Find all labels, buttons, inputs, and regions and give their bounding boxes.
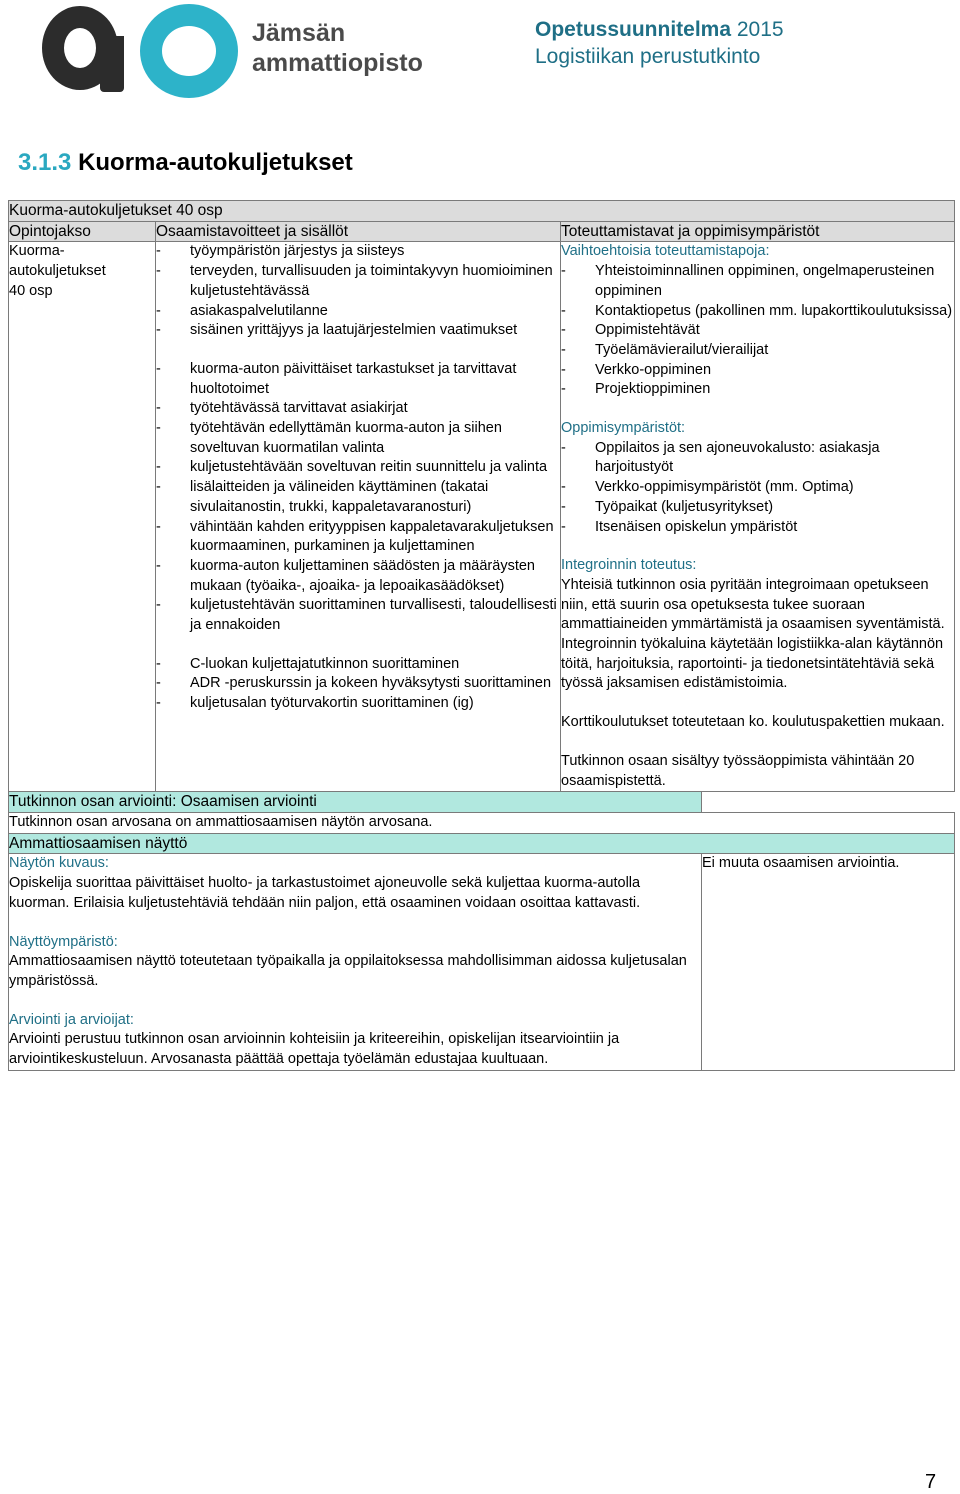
list-item: - työtehtävän edellyttämän kuorma-auton ja siihen soveltuvan kuormatilan valinta (156, 419, 560, 458)
document-title (535, 17, 784, 43)
alternative-methods-list (561, 262, 954, 400)
section-title: Kuorma-autokuljetukset (78, 149, 353, 176)
document-title-year: 2015 (736, 18, 784, 41)
methods-cell (561, 242, 955, 792)
document-title-strong: Opetussuunnitelma (535, 18, 732, 41)
demonstration-environment-text: Ammattiosaamisen näyttö toteutetaan työpaikalla ja oppilaitoksessa mahdollisimman aidossa kuljetusalan ympäristössä. (9, 953, 687, 989)
list-item: - Työelämävierailut/vierailijat (561, 341, 954, 361)
table-header-row (9, 221, 955, 242)
list-item: - työympäristön järjestys ja siisteys (156, 242, 560, 262)
goals-list-general (156, 242, 560, 341)
logo-wordmark (252, 18, 423, 78)
table-title-row (9, 201, 955, 222)
assessors-text: Arviointi perustuu tutkinnon osan arvioinnin kohteisiin ja kriteereihin, opiskelijan itsearviointiin ja arviointikeskusteluun. Arvosanasta päättää opettaja työelämän edustajaa kuultuaan. (9, 1031, 620, 1068)
list-item: - Työpaikat (kuljetusyritykset) (561, 498, 954, 518)
column-header-course: Opintojakso (9, 221, 156, 242)
assessment-title: Tutkinnon osan arviointi: Osaamisen arviointi (9, 792, 702, 813)
section-heading (18, 149, 353, 177)
list-item: - ADR -peruskurssin ja kokeen hyväksytysti suorittaminen (156, 674, 560, 694)
page-number: 7 (925, 1471, 937, 1493)
table-title: Kuorma-autokuljetukset 40 osp (9, 201, 955, 222)
page-header (0, 0, 960, 110)
logo-line-1: Jämsän (252, 19, 346, 47)
demonstration-description-title: Näytön kuvaus: (9, 855, 109, 872)
workplace-learning-text: Tutkinnon osaan sisältyy työssäoppimista vähintään 20 osaamispistettä. (561, 752, 915, 789)
other-assessment-cell: Ei muuta osaamisen arviointia. (702, 854, 955, 1070)
demonstration-row (9, 854, 955, 1070)
course-name-line: autokuljetukset (9, 263, 106, 280)
logo-letter-o (140, 4, 238, 98)
demonstration-description-text: Opiskelija suorittaa päivittäiset huolto- ja tarkastustoimet ajoneuvolle sekä kuljettaa kuorma-autolla kuorman. Erilaisia kuljetustehtäviä tehdään niin paljon, että osaaminen voidaan osoittaa kattavasti. (9, 875, 641, 911)
list-item: - Verkko-oppiminen (561, 361, 954, 381)
demonstration-title-row (9, 833, 955, 854)
course-name-line: Kuorma- (9, 243, 65, 260)
assessment-text-row (9, 812, 955, 833)
list-item: - Oppilaitos ja sen ajoneuvokalusto: asiakasja harjoitustyöt (561, 439, 954, 478)
logo-letter-a-stem (100, 36, 124, 92)
learning-environments-list (561, 439, 954, 538)
section-number: 3.1.3 (18, 149, 72, 176)
demonstration-title: Ammattiosaamisen näyttö (9, 833, 955, 854)
course-cell (9, 242, 156, 792)
list-item: - Kontaktiopetus (pakollinen mm. lupakorttikoulutuksissa) (561, 302, 954, 322)
list-item: - C-luokan kuljettajatutkinnon suorittaminen (156, 655, 560, 675)
alternative-methods-title: Vaihtoehtoisia toteuttamistapoja: (561, 243, 770, 260)
list-item: - sisäinen yrittäjyys ja laatujärjestelmien vaatimukset (156, 321, 560, 341)
list-item: - kuljetusalan työturvakortin suorittaminen (ig) (156, 694, 560, 714)
demonstration-cell (9, 854, 702, 1070)
list-item: - Verkko-oppimisympäristöt (mm. Optima) (561, 478, 954, 498)
course-credits: 40 osp (9, 282, 53, 299)
list-item: - Yhteistoiminnallinen oppiminen, ongelmaperusteinen oppiminen (561, 262, 954, 301)
list-item: - asiakaspalvelutilanne (156, 302, 560, 322)
list-item: - kuljetustehtävän suorittaminen turvallisesti, taloudellisesti ja ennakoiden (156, 596, 560, 635)
assessors-title: Arviointi ja arvioijat: (9, 1011, 134, 1028)
list-item: - Projektioppiminen (561, 380, 954, 400)
list-item: - kuorma-auton päivittäiset tarkastukset ja tarvittavat huoltotoimet (156, 360, 560, 399)
logo-line-2: ammattiopisto (252, 49, 423, 77)
goals-list-certificates (156, 655, 560, 714)
document-subtitle: Logistiikan perustutkinto (535, 45, 761, 68)
list-item: - vähintään kahden erityyppisen kappaletavarakuljetuksen kuormaaminen, purkaminen ja kuljettaminen (156, 518, 560, 557)
list-item: - kuljetustehtävään soveltuvan reitin suunnittelu ja valinta (156, 458, 560, 478)
goals-cell (156, 242, 561, 792)
goals-list-driving (156, 360, 560, 636)
list-item: - kuorma-auton kuljettaminen säädösten ja määräysten mukaan (työaika-, ajoaika- ja lepoaikasäädökset) (156, 557, 560, 596)
assessment-text: Tutkinnon osan arvosana on ammattiosaamisen näytön arvosana. (9, 812, 955, 833)
list-item: - Oppimistehtävät (561, 321, 954, 341)
card-trainings-text: Korttikoulutukset toteutetaan ko. koulutuspakettien mukaan. (561, 714, 945, 731)
course-table (8, 200, 955, 1071)
list-item: - lisälaitteiden ja välineiden käyttäminen (takatai sivulaitanostin, trukki, kappaletavaranosturi) (156, 478, 560, 517)
integration-title: Integroinnin toteutus: (561, 557, 697, 574)
integration-text: Yhteisiä tutkinnon osia pyritään integroimaan opetukseen niin, että suurin osa opetuksesta tukee suoraan ammattiaineiden ymmärtämistä ja osaamisen syventämistä. Integroinnin työkaluina käytetään logistiikka-alan käytännön töitä, harjoituksia, raportointi- ja tiedonetsintätehtäviä sekä työssä jaksamisen edistämistoimia. (561, 576, 945, 692)
list-item: - työtehtävässä tarvittavat asiakirjat (156, 399, 560, 419)
demonstration-environment-title: Näyttöympäristö: (9, 933, 118, 950)
column-header-goals: Osaamistavoitteet ja sisällöt (156, 221, 561, 242)
assessment-title-row (9, 792, 955, 813)
list-item: - Itsenäisen opiskelun ympäristöt (561, 518, 954, 538)
column-header-methods: Toteuttamistavat ja oppimisympäristöt (561, 221, 955, 242)
list-item: - terveyden, turvallisuuden ja toimintakyvyn huomioiminen kuljetustehtävässä (156, 262, 560, 301)
learning-environments-title: Oppimisympäristöt: (561, 420, 686, 437)
